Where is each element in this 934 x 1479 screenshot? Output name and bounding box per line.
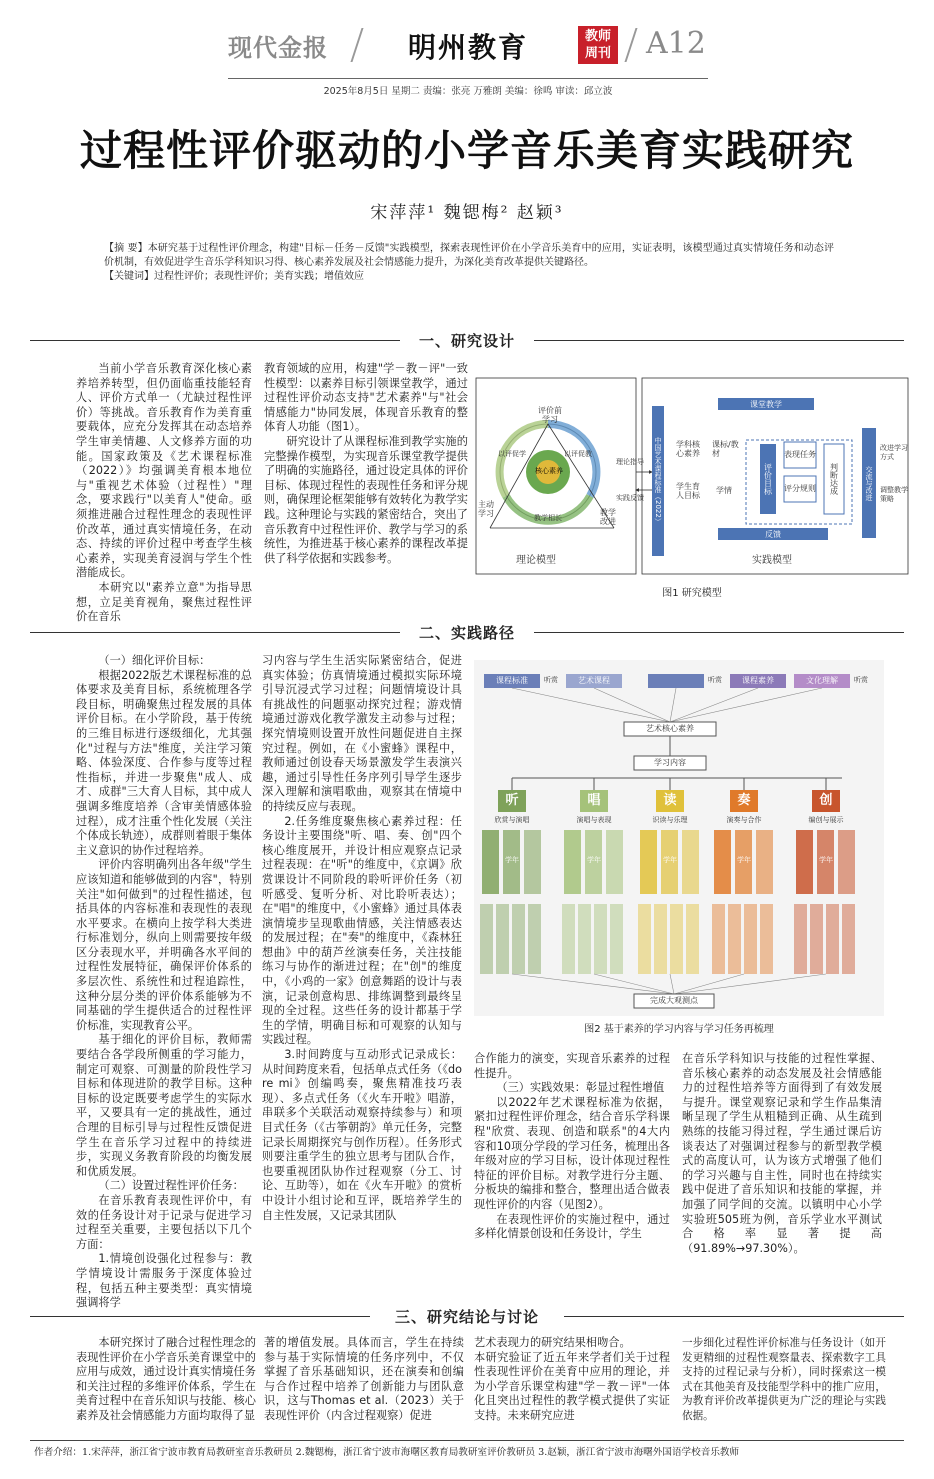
fig2-top-right-label: 听赏 <box>544 676 558 684</box>
author-note: 作者介绍：1.宋萍萍，浙江省宁波市教育局教研室音乐教研员 2.魏锶梅，浙江省宁波市海曙区教育局教研室评价教研员 3.赵颖，浙江省宁波市海曙外国语学校音乐教师 <box>34 1447 740 1458</box>
fig2-task-box <box>760 904 773 974</box>
label-standard: 中国艺术课程标准（2022） <box>654 437 662 525</box>
label-right-a: 改进学习方式 <box>880 444 908 461</box>
label-theory: 理论模型 <box>516 555 556 566</box>
weekly-badge <box>578 26 618 64</box>
fig2-grade-label: 学年 <box>737 856 751 864</box>
label-circle-top: 评价前学习 <box>538 406 562 424</box>
s1-col1-p1: 当前小学音乐教育深化核心素养培养转型，但仍面临重技能轻育人、评价方式单一（尤缺过程性评价）等挑战。音乐教育作为美育重要载体，应充分发挥其在动态培养学生审美情趣、人文修养方面的功能。国家政策及《艺术课程标准（2022）》均强调美育根本地位与"重视艺术体验（过程性）"理念，要求践行"以美育人"使命。亟须推进融合过程性理念的表现性评价改革，通过真实情境任务，在动态、持续的评价过程中考查学生核心素养，实现美育浸润与学生个性潜能成长。 <box>76 362 252 580</box>
fig2-task-box <box>610 904 623 974</box>
article-authors: 宋萍萍¹ 魏锶梅² 赵颖³ <box>370 203 564 223</box>
fig2-side-note: 欣赏与演唱 <box>494 816 530 824</box>
fig2-grade-label: 学年 <box>505 856 519 864</box>
figure2-caption: 图2 基于素养的学习内容与学习任务再梳理 <box>584 1024 774 1035</box>
label-learn: 学生育人目标 <box>676 482 700 500</box>
keywords: 【关键词】过程性评价；表现性评价；美育实践；增值效应 <box>104 271 364 282</box>
fig2-task-box <box>728 904 741 974</box>
s2-col1-p3: 评价内容明确列出各年级"学生应该知道和能够做到的内容"，特别关注"如何做到"的过程性描述，包括具体的内容标准和表现性的表现水平要求。在横向上按学科大类进行标准划分，纵向上则需要按年级区分表现水平，并明确各水平间的过程性发展特征，确保评价体系的多层次性、系统性和过程追踪性，这种分层分类的评价体系能够为不同基础的学生提供适合的过程性评价标准，实现教育公平。 <box>76 858 252 1032</box>
s2-col1-p5: （二）设置过程性评价任务： <box>98 1179 244 1193</box>
section1-heading-bar <box>30 330 904 350</box>
label-arrow-practice: 实践反馈 <box>616 494 644 502</box>
s2-col1-p7: 1.情境创设强化过程参与：教学情境设计需服务于深度体验过程，包括五种主要类型：真实情境强调将学 <box>76 1252 252 1310</box>
label-mid-a: 课标/教材 <box>712 440 739 458</box>
label-judge: 判断达成 <box>829 463 839 495</box>
s2-col1-p1: （一）细化评价目标： <box>98 654 211 667</box>
footer-rule <box>30 1440 904 1441</box>
fig2-task-box <box>594 904 607 974</box>
fig2-top-box <box>648 674 704 688</box>
s3-col4 <box>682 1336 886 1436</box>
section2-heading: 二、实践路径 <box>418 624 515 642</box>
badge-top: 教师 <box>584 29 611 44</box>
s2-col3-p4: 在表现性评价的实施过程中，通过多样化情景创设和任务设计，学生 <box>474 1212 670 1241</box>
label-inner-right: 以评促教 <box>564 450 592 458</box>
fig2-task-box <box>512 904 525 974</box>
s2-col2-p2: 2.任务维度聚焦核心素养过程：任务设计主要围绕"听、唱、奏、创"四个核心维度展开，并设计相应观察点记录过程表现：在"听"的维度中，《京调》欣赏课设计不同阶段的聆听评价任务（初听感受、复听分析、对比聆听表达）；在"唱"的维度中，《小蜜蜂》通过具体表演情境步呈现歌曲情感，关注情感表达的发展过程；在"奏"的维度中，《森林狂想曲》中的葫芦丝演奏任务，关注技能练习与协作的渐进过程；在"创"的维度中，《小鸡的一家》创意舞蹈的设计与表演，记录创意构思、排练调整到最终呈现的全过程。这些任务的设计都基于学生的学情，明确目标和可观察的认知与实践过程。 <box>262 814 462 1047</box>
s1-col2-p1: 教育领域的应用，构建"学－教－评"一致性模型：以素养目标引领课堂教学，通过过程性评价动态支持"艺术素养"与"社会情感能力"协同发展，体现音乐教育的整体育人功能（图1）。 <box>264 362 468 434</box>
s2-col4-p1: 在音乐学科知识与技能的过程性掌握、音乐核心素养的动态发展及社会情感能力的过程性培养等方面得到了有效发展与提升。课堂观察记录和学生作品集清晰呈现了学生从粗糙到正确、从生疏到熟练的技能习得过程，学生通过课后访谈表达了对强调过程参与的新型教学模式的高度认可，认为该方式增强了他们的学习兴趣与自主性，同时也在持续实践中促进了音乐知识和技能的掌握，并加强了同学间的交流。以镇明中心小学实验班505班为例，音乐学业水平测试合格率显著提高（91.89%→97.30%）。 <box>682 1052 882 1255</box>
fig2-dim-label: 读 <box>663 793 677 808</box>
s3-col1-p: 本研究探讨了融合过程性理念的表现性评价在小学音乐美育课堂中的应用与成效，通过设计真实情境任务和关注过程的多维评价体系，学生在美育过程中在音乐知识与技能、核心素养及社会情感能力方面均取得了显 <box>76 1336 256 1422</box>
s2-col3-p1: 合作能力的演变，实现音乐素养的过程性提升。 <box>474 1052 670 1080</box>
fig2-task-box <box>842 904 855 974</box>
fig2-dim-label: 奏 <box>737 793 751 808</box>
fig2-task-box <box>562 904 575 974</box>
section3-heading: 三、研究结论与讨论 <box>394 1308 539 1326</box>
label-right-top: 交流与改进 <box>865 465 873 501</box>
s2-col1-p2: 根据2022版艺术课程标准的总体要求及美育目标，系统梳理各学段目标，明确聚焦过程发展的具体评价目标。在小学阶段，基于传统的三维目标进行逐级细化，尤其强化"过程与方法"维度，关注学习策略、体验深度、合作参与度等过程性指标，并进一步聚焦"成人、成才、成群"三大育人目标，其中成人强调多维度培养（含审美情感体验过程），成才注重个性化发展（关注个体成长轨迹），成群则着眼于集体主义意识的协作过程培养。 <box>76 668 252 857</box>
s2-col1-p6: 在音乐教育表现性评价中，有效的任务设计对于记录与促进学习过程至关重要，主要包括以下几个方面： <box>76 1193 252 1251</box>
fig2-top-label: 课程标准 <box>496 676 528 685</box>
section1-heading: 一、研究设计 <box>418 332 515 350</box>
figure2 <box>474 660 884 1036</box>
s1-col2-p2: 研究设计了从课程标准到教学实施的完整操作模型，为实现音乐课堂教学提供了明确的实施路径，通过设定具体的评价目标、体现过程性的表现性任务和评分规则，确保理论框架能够有效转化为教学实践。这种理论与实践的紧密结合，突出了音乐教育中过程性评价、教学与学习的系统性，为推进基于核心素养的课程改革提供了科学依据和实践参考。 <box>264 434 468 565</box>
s1-col1 <box>76 362 252 624</box>
fig2-dim-label: 创 <box>819 793 833 808</box>
fig2-task-box <box>826 904 839 974</box>
s2-col3-p3: 以2022年艺术课程标准为依据，紧扣过程性评价理念，结合音乐学科课程"欣赏、表现、创造和联系"的4大内容和10项分学段的学习任务，梳理出各年级对应的学习目标，设计体现过程性特征的评价目标。对教学进行分主题、分板块的编排和整合，整理出适合做表现性评价的内容（见图2）。 <box>474 1095 670 1211</box>
fig2-top-label: 艺术课程 <box>578 676 610 685</box>
fig2-dim-label: 听 <box>505 793 519 808</box>
s3-col2 <box>264 1336 464 1436</box>
section2-heading-bar <box>30 622 904 642</box>
s2-col3 <box>474 1052 670 1282</box>
masthead-divider-1 <box>350 28 363 62</box>
fig2-task-box <box>686 904 699 974</box>
fig2-dim-label: 唱 <box>587 793 601 808</box>
section3-heading-bar <box>30 1306 904 1326</box>
figure1 <box>476 378 908 600</box>
fig2-top-label: 课程素养 <box>742 676 774 685</box>
s2-col2-p3: 3.时间跨度与互动形式记录成长：从时间跨度来看，包括单点式任务（《do re mi》创编鸣奏，聚焦精准技巧表现）、多点式任务（《火车开啦》唱游，串联多个关联活动观察持续参与）和项目式任务（《古筝朝韵》单元任务，完整记录长周期探究与创作历程）。任务形式则要注重学生的独立思考与团队合作，也要重视团队协作过程观察（分工、讨论、互助等），如在《火车开啦》的赏析中设计小组讨论和互评，既培养学生的自主性发展，又记录其团队 <box>262 1048 462 1222</box>
masthead-divider-2 <box>624 28 637 62</box>
section-name: 明州教育 <box>408 31 529 64</box>
label-circle-core: 核心素养 <box>535 467 563 475</box>
abstract: 【摘 要】本研究基于过程性评价理念，构建"目标－任务－反馈"实践模型，探索表现性评价在小学音乐美育中的应用，实证表明，该模型通过真实情境任务和动态评价机制，有效促进学生音乐学科知识习得、核心素养发展及社会情感能力提升，为深化美育改革提供关键路径。 <box>104 243 834 268</box>
fig2-task-box <box>744 904 757 974</box>
label-practice: 实践模型 <box>752 555 792 566</box>
s2-col2-p1: 习内容与学生生活实际紧密结合，促进真实体验；仿真情境通过模拟实际环境引导沉浸式学习过程；问题情境设计具有挑战性的问题驱动探究过程；游戏情境通过游戏化教学激发主动参与过程；探究情境则设置开放性问题促进自主探究过程。例如，在《小蜜蜂》课程中，教师通过创设春天场景激发学生表演兴趣，通过引导性任务序列引导学生逐步深入理解和演唱歌曲，观察其在情境中的持续反应与表现。 <box>262 654 462 813</box>
s2-col2 <box>262 654 462 1282</box>
s3-col4-p: 一步细化过程性评价标准与任务设计（如开发更精细的过程性观察量表、探索数字工具支持的过程记录与分析），同时探索这一模式在其他美育及技能型学科中的推广应用，为教育评价改革提供更为广泛的理论与实践依据。 <box>682 1337 886 1422</box>
label-inner-bottom: 教学相长 <box>534 514 562 522</box>
page-number: A12 <box>646 26 706 61</box>
fig2-top-label: 文化理解 <box>806 676 838 685</box>
s1-col2 <box>264 362 468 602</box>
label-circle-right: 教学改进 <box>600 508 616 526</box>
label-teaching: 课堂教学 <box>750 400 782 409</box>
s3-col2-p: 著的增值发展。具体而言，学生在持续参与基于实际情境的任务序列中，不仅掌握了音乐基础知识，还在演奏和创编与合作过程中培养了创新能力与团队意识，这与Thomas et al.（2023）关于表现性评价（内含过程观察）促进 <box>264 1336 464 1422</box>
fig2-task-box <box>810 904 823 974</box>
fig2-learn-label: 学习内容 <box>654 758 686 767</box>
figure2-diagram <box>474 660 884 1016</box>
fig2-side-note: 演唱与表现 <box>576 816 612 824</box>
label-feedback: 反馈 <box>765 530 781 539</box>
figure1-caption: 图1 研究模型 <box>662 588 722 599</box>
label-arrow-theory: 理论指导 <box>616 458 644 466</box>
abstract-block <box>104 242 834 284</box>
fig2-top-right-label: 听赏 <box>708 676 722 684</box>
dateline-rule <box>228 78 708 79</box>
fig2-task-box <box>496 904 509 974</box>
label-score-rule: 评分规则 <box>784 484 816 493</box>
s2-col1-p4: 基于细化的评价目标，教师需要结合各学段所侧重的学习能力，制定可观察、可测量的阶段性学习目标和体现进阶的教学目标。这种目标的设定既要考虑学生的实际水平，又要具有一定的挑战性，通过合理的目标引导与过程性反馈促进学生在音乐学习过程中的持续进步，实现义务教育阶段的均衡发展和优质发展。 <box>76 1033 252 1178</box>
label-inner-left: 以评促学 <box>498 450 526 458</box>
label-perf-task: 表现任务 <box>784 450 816 459</box>
label-circle-left: 主动学习 <box>478 500 494 518</box>
s2-col3-p2: （三）实践效果：彰显过程性增值 <box>496 1081 665 1095</box>
label-right-b: 调整教学策略 <box>880 486 908 503</box>
fig2-task-box <box>654 904 667 974</box>
dateline: 2025年8月5日 星期二 责编：张亮 万雅朗 美编：徐鸣 审读：邱立波 <box>323 86 613 97</box>
badge-bottom: 周刊 <box>584 46 611 61</box>
fig2-task-box <box>578 904 591 974</box>
label-task: 学科核心素养 <box>676 440 700 458</box>
fig2-side-note: 编创与展示 <box>808 816 844 824</box>
fig2-top-right-label: 听赏 <box>854 676 868 684</box>
label-eval-target: 评价目标 <box>763 463 773 495</box>
fig2-side-note: 演奏与合作 <box>726 816 762 824</box>
label-mid-b: 学情 <box>716 486 732 495</box>
article-title: 过程性评价驱动的小学音乐美育实践研究 <box>79 126 854 175</box>
s3-col1 <box>76 1336 256 1436</box>
masthead <box>0 0 934 100</box>
fig2-grade-label: 学年 <box>819 856 833 864</box>
s1-col1-p2: 本研究以"素养立意"为指导思想，立足美育视角，聚焦过程性评价在音乐 <box>76 580 252 624</box>
fig2-grade-label: 学年 <box>587 856 601 864</box>
paper-name: 现代金报 <box>228 33 328 62</box>
fig2-task-box <box>638 904 651 974</box>
fig2-side-note: 识读与乐理 <box>652 816 688 824</box>
s3-col3-p: 艺术表现力的研究结果相吻合。 本研究验证了近五年来学者们关于过程性表现性评价在美育中应用的理论，并为小学音乐课堂构建"学－教－评"一体化且突出过程性的教学模式提供了实证支持。未来研究应进 <box>474 1336 670 1422</box>
fig2-bottom-label: 完成大观测点 <box>650 996 698 1005</box>
fig2-task-box <box>670 904 683 974</box>
s2-col1 <box>76 654 252 1310</box>
fig2-task-box <box>712 904 725 974</box>
fig2-task-box <box>528 904 541 974</box>
s2-col4 <box>682 1052 882 1282</box>
s3-col3 <box>474 1336 670 1436</box>
fig2-grade-label: 学年 <box>663 856 677 864</box>
fig2-core-label: 艺术核心素养 <box>646 724 694 733</box>
fig2-task-box <box>480 904 493 974</box>
fig2-task-box <box>794 904 807 974</box>
